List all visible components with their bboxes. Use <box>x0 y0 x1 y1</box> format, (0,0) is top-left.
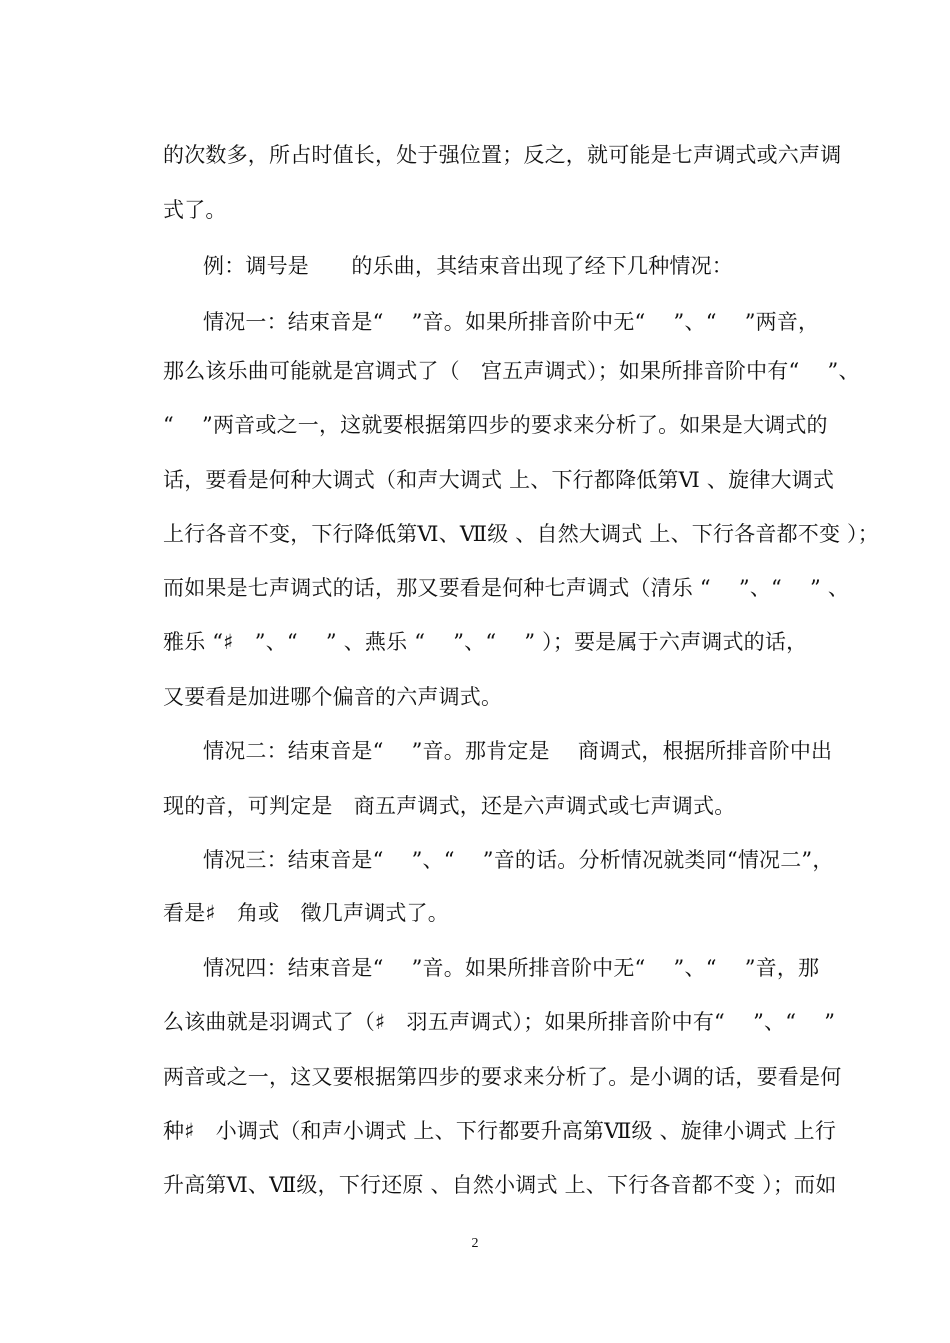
text-line: 看是♯ 角或 徵几声调式了。 <box>163 901 449 925</box>
text-line: 那么该乐曲可能就是宫调式了（ 宫五声调式）；如果所排音阶中有“ ”、 <box>163 359 860 383</box>
text-line: 雅乐 “♯ ”、“ ” 、燕乐 “ ”、“ ” ）；要是属于六声调式的话， <box>163 630 808 654</box>
text-line: 种♯ 小调式（和声小调式 上、下行都要升高第Ⅶ级 、旋律小调式 上行 <box>163 1119 837 1143</box>
text-line: 么该曲就是羽调式了（♯ 羽五声调式）；如果所排音阶中有“ ”、“ ” <box>163 1010 836 1034</box>
text-line: 式了。 <box>163 198 227 222</box>
text-line: 现的音，可判定是 商五声调式，还是六声调式或七声调式。 <box>163 794 736 818</box>
text-line: 的次数多，所占时值长，处于强位置；反之，就可能是七声调式或六声调 <box>163 143 842 167</box>
text-line: 情况一：结束音是“ ”音。如果所排音阶中无“ ”、“ ”两音， <box>203 310 820 334</box>
text-line: 上行各音不变，下行降低第Ⅵ、Ⅶ级 、自然大调式 上、下行各音都不变 ）； <box>163 522 879 546</box>
text-line: 而如果是七声调式的话，那又要看是何种七声调式（清乐 “ ”、“ ” 、 <box>163 576 850 600</box>
page-number: 2 <box>471 1236 479 1251</box>
text-line: 升高第Ⅵ、Ⅶ级，下行还原 、自然小调式 上、下行各音都不变 ）；而如 <box>163 1173 837 1197</box>
text-line: 情况三：结束音是“ ”、“ ”音的话。分析情况就类同“情况二”， <box>203 848 834 872</box>
text-line: “ ”两音或之一，这就要根据第四步的要求来分析了。如果是大调式的 <box>163 413 828 437</box>
text-line: 两音或之一，这又要根据第四步的要求来分析了。是小调的话，要看是何 <box>163 1065 842 1089</box>
text-line: 情况二：结束音是“ ”音。那肯定是 商调式，根据所排音阶中出 <box>203 739 833 763</box>
text-line: 又要看是加进哪个偏音的六声调式。 <box>163 685 503 709</box>
text-line: 话，要看是何种大调式（和声大调式 上、下行都降低第Ⅵ 、旋律大调式 <box>163 468 835 492</box>
text-line: 情况四：结束音是“ ”音。如果所排音阶中无“ ”、“ ”音，那 <box>203 956 820 980</box>
text-line: 例：调号是 的乐曲，其结束音出现了经下几种情况： <box>203 254 733 278</box>
